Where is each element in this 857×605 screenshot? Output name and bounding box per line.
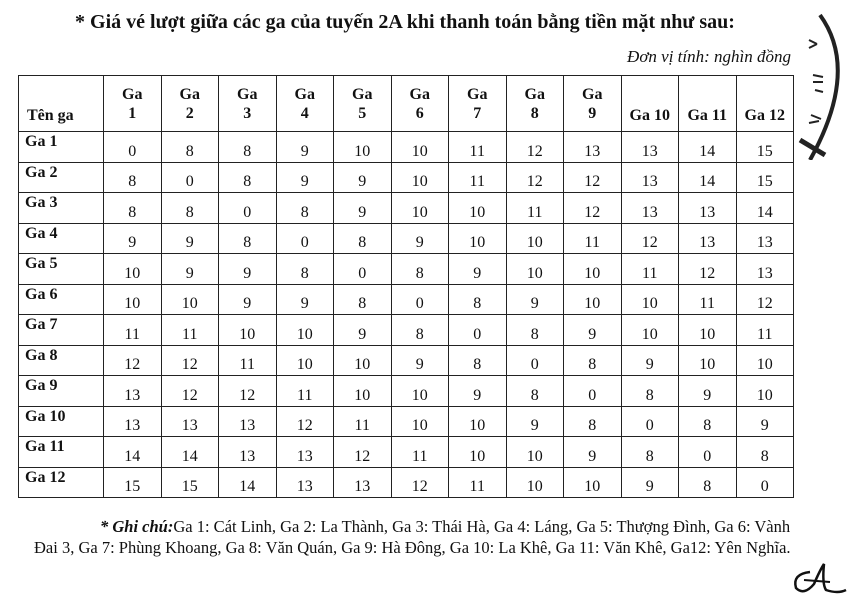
fare-cell: 12 bbox=[161, 345, 219, 376]
fare-cell: 10 bbox=[564, 467, 622, 498]
fare-cell: 10 bbox=[449, 193, 507, 224]
fare-cell: 14 bbox=[219, 467, 277, 498]
fare-cell: 9 bbox=[276, 284, 334, 315]
fare-cell: 10 bbox=[391, 193, 449, 224]
fare-cell: 10 bbox=[104, 284, 162, 315]
fare-cell: 0 bbox=[564, 376, 622, 407]
fare-cell: 8 bbox=[564, 406, 622, 437]
fare-cell: 12 bbox=[564, 162, 622, 193]
table-row bbox=[19, 345, 794, 376]
fare-cell: 9 bbox=[621, 345, 679, 376]
fare-cell: 9 bbox=[449, 254, 507, 285]
row-header: Ga 2 bbox=[19, 162, 104, 193]
fare-cell: 8 bbox=[219, 162, 277, 193]
fare-cell: 15 bbox=[161, 467, 219, 498]
fare-cell: 13 bbox=[621, 132, 679, 163]
table-header-row bbox=[19, 76, 794, 132]
fare-cell: 8 bbox=[161, 132, 219, 163]
row-header: Ga 5 bbox=[19, 254, 104, 285]
fare-cell: 10 bbox=[219, 315, 277, 346]
fare-cell: 9 bbox=[564, 437, 622, 468]
fare-cell: 9 bbox=[161, 223, 219, 254]
row-header: Ga 9 bbox=[19, 376, 104, 407]
fare-cell: 9 bbox=[506, 406, 564, 437]
fare-cell: 10 bbox=[391, 162, 449, 193]
fare-cell: 10 bbox=[679, 345, 737, 376]
fare-cell: 14 bbox=[104, 437, 162, 468]
table-row bbox=[19, 315, 794, 346]
fare-cell: 9 bbox=[391, 223, 449, 254]
fare-cell: 10 bbox=[621, 315, 679, 346]
column-header: Ga 6 bbox=[391, 76, 449, 132]
fare-cell: 12 bbox=[679, 254, 737, 285]
fare-cell: 0 bbox=[219, 193, 277, 224]
fare-cell: 10 bbox=[621, 284, 679, 315]
fare-cell: 9 bbox=[391, 345, 449, 376]
fare-cell: 10 bbox=[391, 376, 449, 407]
fare-cell: 10 bbox=[104, 254, 162, 285]
fare-cell: 14 bbox=[161, 437, 219, 468]
table-row bbox=[19, 284, 794, 315]
fare-cell: 0 bbox=[736, 467, 794, 498]
fare-cell: 9 bbox=[621, 467, 679, 498]
fare-cell: 8 bbox=[449, 284, 507, 315]
fare-cell: 0 bbox=[621, 406, 679, 437]
fare-cell: 13 bbox=[161, 406, 219, 437]
table-row bbox=[19, 376, 794, 407]
fare-cell: 8 bbox=[104, 193, 162, 224]
fare-cell: 10 bbox=[449, 406, 507, 437]
table-row bbox=[19, 437, 794, 468]
unit-label: Đơn vị tính: nghìn đồng bbox=[627, 47, 791, 66]
fare-cell: 14 bbox=[679, 132, 737, 163]
fare-cell: 11 bbox=[506, 193, 564, 224]
fare-cell: 10 bbox=[276, 345, 334, 376]
signature bbox=[790, 560, 850, 600]
column-header: Ga 10 bbox=[621, 76, 679, 132]
column-header: Ga 12 bbox=[736, 76, 794, 132]
fare-cell: 0 bbox=[334, 254, 392, 285]
fare-cell: 15 bbox=[736, 162, 794, 193]
fare-cell: 0 bbox=[449, 315, 507, 346]
fare-cell: 12 bbox=[506, 162, 564, 193]
fare-cell: 10 bbox=[564, 254, 622, 285]
row-header: Ga 10 bbox=[19, 406, 104, 437]
footnote-label: * Ghi chú: bbox=[100, 517, 174, 536]
fare-cell: 10 bbox=[564, 284, 622, 315]
fare-cell: 9 bbox=[736, 406, 794, 437]
row-header: Ga 7 bbox=[19, 315, 104, 346]
table-row bbox=[19, 406, 794, 437]
table-row bbox=[19, 162, 794, 193]
fare-cell: 11 bbox=[564, 223, 622, 254]
fare-cell: 8 bbox=[104, 162, 162, 193]
fare-cell: 13 bbox=[219, 437, 277, 468]
fare-cell: 13 bbox=[679, 193, 737, 224]
fare-cell: 12 bbox=[276, 406, 334, 437]
fare-cell: 10 bbox=[736, 376, 794, 407]
fare-cell: 9 bbox=[219, 284, 277, 315]
row-header: Ga 1 bbox=[19, 132, 104, 163]
fare-cell: 8 bbox=[736, 437, 794, 468]
fare-cell: 13 bbox=[219, 406, 277, 437]
fare-cell: 12 bbox=[736, 284, 794, 315]
fare-cell: 9 bbox=[161, 254, 219, 285]
fare-cell: 8 bbox=[219, 223, 277, 254]
fare-cell: 13 bbox=[621, 193, 679, 224]
fare-cell: 8 bbox=[506, 315, 564, 346]
fare-cell: 13 bbox=[276, 437, 334, 468]
table-row bbox=[19, 132, 794, 163]
footnote bbox=[34, 516, 814, 558]
fare-cell: 8 bbox=[506, 376, 564, 407]
fare-cell: 13 bbox=[736, 254, 794, 285]
fare-cell: 10 bbox=[391, 132, 449, 163]
row-header: Ga 8 bbox=[19, 345, 104, 376]
fare-cell: 0 bbox=[104, 132, 162, 163]
fare-cell: 9 bbox=[449, 376, 507, 407]
fare-cell: 13 bbox=[621, 162, 679, 193]
column-header: Ga 7 bbox=[449, 76, 507, 132]
fare-cell: 0 bbox=[276, 223, 334, 254]
column-header: Ga 11 bbox=[679, 76, 737, 132]
fare-cell: 12 bbox=[391, 467, 449, 498]
fare-cell: 13 bbox=[276, 467, 334, 498]
fare-cell: 9 bbox=[219, 254, 277, 285]
fare-cell: 10 bbox=[276, 315, 334, 346]
fare-cell: 8 bbox=[276, 254, 334, 285]
fare-cell: 15 bbox=[104, 467, 162, 498]
fare-cell: 14 bbox=[679, 162, 737, 193]
fare-cell: 10 bbox=[506, 223, 564, 254]
fare-cell: 10 bbox=[506, 437, 564, 468]
fare-cell: 13 bbox=[564, 132, 622, 163]
footnote-text: Ga 1: Cát Linh, Ga 2: La Thành, Ga 3: Thái Hà, Ga 4: Láng, Ga 5: Thượng Đình, Ga 6: Vành Đai 3, Ga 7: Phùng Khoang, Ga 8: Văn Quán, Ga 9: Hà Đông, Ga 10: La Khê, Ga 11: Văn Khê, Ga12: Yên Nghĩa. bbox=[34, 517, 791, 557]
fare-cell: 8 bbox=[219, 132, 277, 163]
fare-cell: 11 bbox=[104, 315, 162, 346]
fare-cell: 9 bbox=[276, 162, 334, 193]
table-row bbox=[19, 193, 794, 224]
fare-cell: 10 bbox=[334, 132, 392, 163]
corner-header: Tên ga bbox=[19, 76, 104, 132]
fare-cell: 10 bbox=[161, 284, 219, 315]
column-header: Ga 1 bbox=[104, 76, 162, 132]
fare-cell: 13 bbox=[104, 376, 162, 407]
fare-cell: 11 bbox=[449, 132, 507, 163]
row-header: Ga 4 bbox=[19, 223, 104, 254]
fare-cell: 9 bbox=[334, 315, 392, 346]
fare-cell: 8 bbox=[621, 437, 679, 468]
fare-cell: 11 bbox=[391, 437, 449, 468]
fare-cell: 8 bbox=[621, 376, 679, 407]
fare-cell: 0 bbox=[679, 437, 737, 468]
fare-cell: 10 bbox=[449, 437, 507, 468]
fare-cell: 13 bbox=[736, 223, 794, 254]
fare-cell: 12 bbox=[334, 437, 392, 468]
fare-cell: 11 bbox=[449, 162, 507, 193]
fare-table bbox=[18, 75, 794, 498]
fare-cell: 9 bbox=[506, 284, 564, 315]
row-header: Ga 3 bbox=[19, 193, 104, 224]
fare-cell: 11 bbox=[334, 406, 392, 437]
fare-cell: 10 bbox=[506, 467, 564, 498]
fare-cell: 8 bbox=[391, 315, 449, 346]
fare-cell: 10 bbox=[506, 254, 564, 285]
fare-cell: 11 bbox=[449, 467, 507, 498]
fare-cell: 8 bbox=[276, 193, 334, 224]
fare-cell: 8 bbox=[391, 254, 449, 285]
fare-cell: 8 bbox=[449, 345, 507, 376]
fare-cell: 12 bbox=[161, 376, 219, 407]
fare-cell: 13 bbox=[334, 467, 392, 498]
fare-cell: 11 bbox=[679, 284, 737, 315]
fare-cell: 8 bbox=[679, 467, 737, 498]
fare-cell: 12 bbox=[104, 345, 162, 376]
fare-cell: 13 bbox=[679, 223, 737, 254]
fare-cell: 10 bbox=[334, 345, 392, 376]
fare-cell: 8 bbox=[334, 223, 392, 254]
fare-cell: 10 bbox=[736, 345, 794, 376]
fare-cell: 9 bbox=[334, 162, 392, 193]
fare-cell: 8 bbox=[564, 345, 622, 376]
row-header: Ga 11 bbox=[19, 437, 104, 468]
fare-cell: 11 bbox=[219, 345, 277, 376]
table-row bbox=[19, 467, 794, 498]
fare-cell: 11 bbox=[621, 254, 679, 285]
official-stamp bbox=[795, 10, 855, 160]
column-header: Ga 9 bbox=[564, 76, 622, 132]
document-title: * Giá vé lượt giữa các ga của tuyến 2A khi thanh toán bằng tiền mặt như sau: bbox=[75, 11, 735, 33]
fare-cell: 12 bbox=[219, 376, 277, 407]
table-row bbox=[19, 254, 794, 285]
fare-cell: 12 bbox=[564, 193, 622, 224]
fare-cell: 9 bbox=[104, 223, 162, 254]
fare-cell: 0 bbox=[391, 284, 449, 315]
column-header: Ga 5 bbox=[334, 76, 392, 132]
row-header: Ga 12 bbox=[19, 467, 104, 498]
fare-cell: 12 bbox=[506, 132, 564, 163]
fare-cell: 9 bbox=[679, 376, 737, 407]
fare-cell: 8 bbox=[334, 284, 392, 315]
column-header: Ga 3 bbox=[219, 76, 277, 132]
fare-cell: 12 bbox=[621, 223, 679, 254]
row-header: Ga 6 bbox=[19, 284, 104, 315]
column-header: Ga 8 bbox=[506, 76, 564, 132]
column-header: Ga 4 bbox=[276, 76, 334, 132]
column-header: Ga 2 bbox=[161, 76, 219, 132]
fare-cell: 11 bbox=[736, 315, 794, 346]
fare-cell: 11 bbox=[276, 376, 334, 407]
fare-cell: 9 bbox=[276, 132, 334, 163]
fare-cell: 10 bbox=[449, 223, 507, 254]
fare-cell: 8 bbox=[679, 406, 737, 437]
fare-cell: 11 bbox=[161, 315, 219, 346]
fare-cell: 10 bbox=[679, 315, 737, 346]
fare-cell: 10 bbox=[334, 376, 392, 407]
table-row bbox=[19, 223, 794, 254]
fare-cell: 10 bbox=[391, 406, 449, 437]
fare-cell: 14 bbox=[736, 193, 794, 224]
fare-cell: 15 bbox=[736, 132, 794, 163]
fare-cell: 9 bbox=[334, 193, 392, 224]
fare-cell: 9 bbox=[564, 315, 622, 346]
fare-cell: 13 bbox=[104, 406, 162, 437]
fare-cell: 0 bbox=[161, 162, 219, 193]
fare-cell: 0 bbox=[506, 345, 564, 376]
fare-cell: 8 bbox=[161, 193, 219, 224]
